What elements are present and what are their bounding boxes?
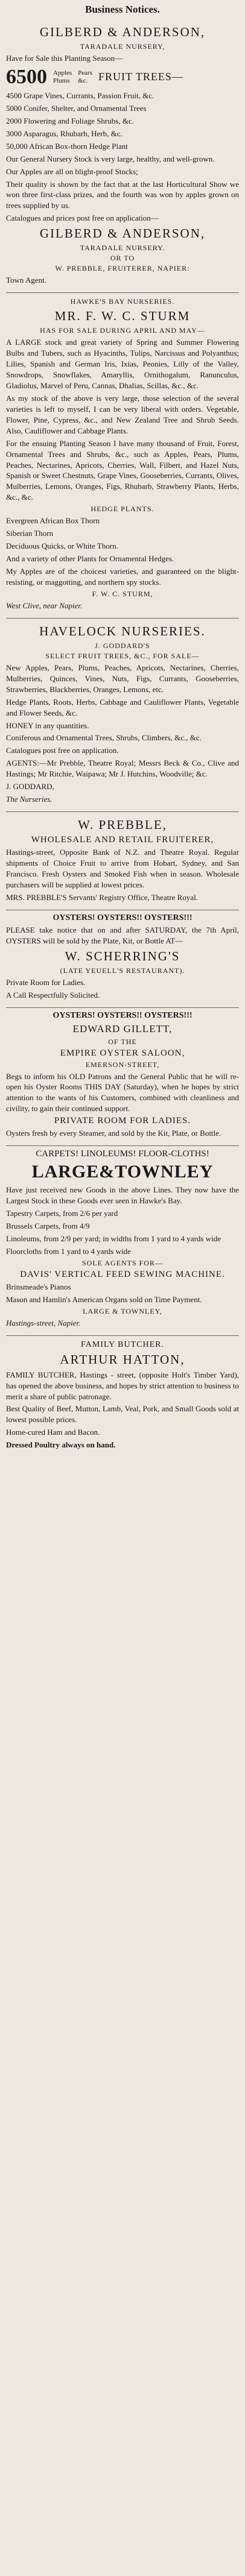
ad-signature: J. GODDARD, [6,782,54,792]
kind-pears: Pears [78,69,92,77]
ad-paragraph: Brinsmeade's Pianos [6,1282,71,1291]
ad-paragraph: Our Apples are all on blight-proof Stocks; [6,166,138,176]
ad-line: Have for Sale this Planting Season— [6,54,123,63]
ad-sub: PRIVATE ROOM FOR LADIES. [54,1116,191,1126]
stock-line: 3000 Asparagus, Rhubarb, Herb, &c. [6,128,122,138]
ad-paragraph: Best Quality of Beef, Mutton, Lamb, Veal, Pork, and Small Goods sold at lowest possible prices. [6,1404,239,1425]
ad-paragraph: Mason and Hamlin's American Organs sold on Time Payment. [6,1294,202,1304]
ad-sub: SOLE AGENTS FOR— [81,1258,163,1267]
ad-signature-place: The Nurseries. [6,795,52,804]
ad-banner: OYSTERS! OYSTERS!! OYSTERS!!! [52,1010,192,1020]
hedge-line: Deciduous Quicks, or White Thorn. [6,541,118,551]
stock-line: 2000 Flowering and Foliage Shrubs, &c. [6,116,134,125]
ad-paragraph: PLEASE take notice that on and after SATURDAY, the 7th April, OYSTERS will be sold by the Plate, Kit, or Bottle AT— [6,925,239,945]
ad-paragraph: A LARGE stock and great variety of Spring and Summer Flowering Bulbs and Tubers, such as Hyacinths, Tulips, Narcissus and Polyanthus; Lilies, Spanish and German Iris, Ixias, Peonies, Lilly of the Valley, Snowdrops, Snowflakes, Amaryllis, Ornithogalum, Ranunculus, Gladiolus, Marvel of Peru, Cannas, Dhalias, Scillas, &c., &c. [6,338,239,390]
ad-sub: OF THE [108,1037,137,1046]
ad-paragraph: As my stock of the above is very large, those selection of the several varieties is left to myself, I can be very liberal with orders. Vegetable, Flower, Pine, Cypress, &c., and New Zealand Tree and Shrub Seeds. Also, Cauliflower and Cabbage Plants. [6,393,239,435]
ad-paragraph: MRS. PREBBLE'S Servants' Registry Office, Theatre Royal. [6,892,198,902]
ad-paragraph: Hastings-street, Opposite Bank of N.Z. and Theatre Royal. Regular shipments of Choice Fruit to arrive from Hobart, Sydney, and San Francisco. Fresh Oysters and Smoked Fish when in season. Wholesale purchasers will be supplied at lowest prices. [6,848,239,889]
ad-paragraph: AGENTS:—Mr Prebble, Theatre Royal; Messrs Beck & Co., Clive and Hastings; Mr Ritchie, Waipawa; Mr J. Hutchins, Woodville; &c. [6,758,239,779]
ad-paragraph: My Apples are of the choicest varieties, and guaranteed on the blight-resisting, or maggotting, and northern spy stocks. [6,567,239,587]
ad-sub: EMPIRE OYSTER SALOON, [60,1048,185,1058]
ad-paragraph: For the ensuing Planting Season I have many thousand of Fruit, Forest, Ornamental Trees and Shrubs, &c., such as Apples, Pears, Plums, Peaches, Nectarines, Apricots, Cherries, Wall, Filbert, and Hazel Nuts, Spanish or Sweet Chestnuts, Grape Vines, Gooseberries, Currants, Olives, Mulberries, Lemons, Oranges, Figs, Rhubarb, Strawberry Plants, Herbs, &c., &c. [6,438,239,502]
ad-gilberd-anderson [6,19,239,293]
hedge-line: And a variety of other Plants for Ornamental Hedges. [6,554,174,564]
hedge-line: Evergreen African Box Thorn [6,516,100,526]
ad-heading: ARTHUR HATTON, [60,1352,185,1367]
ad-sub: (LATE YEUELL'S RESTAURANT). [60,966,185,975]
ad-heading: GILBERD & ANDERSON, [39,25,206,39]
ad-signature: LARGE & TOWNLEY, [83,1306,162,1315]
fruit-trees-row [6,66,239,89]
ad-signature-place: West Clive, near Napier. [6,600,83,610]
fruit-trees-label: FRUIT TREES— [98,71,183,83]
ad-heading: MR. F. W. C. STURM [54,309,191,324]
stock-line: 50,000 African Box-thorn Hedge Plant [6,141,128,151]
ad-heading: W. PREBBLE, [78,817,167,833]
ad-signature: GILBERD & ANDERSON, [39,226,206,241]
ad-paragraph: Have just received new Goods in the above Lines. They now have the Largest Stock in these Goods ever seen in Hawke's Bay. [6,1185,239,1206]
ad-banner: FAMILY BUTCHER. [80,1340,165,1349]
ad-heading: LARGE&TOWNLEY [31,1162,214,1182]
ad-sturm [6,293,239,619]
stock-line: 5000 Conifer, Shelter, and Ornamental Trees [6,103,147,113]
ad-sub: EMERSON-STREET, [85,1060,160,1069]
ad-paragraph: Their quality is shown by the fact that at the last Horticultural Show we won three first-class prizes, and the fourth was won by apples grown on trees supplied by us. [6,179,239,210]
price-line: Floorcloths from 1 yard to 4 yards wide [6,1246,131,1256]
ad-paragraph: Coniferous and Ornamental Trees, Shrubs, Climbers, &c., &c. [6,733,202,743]
ad-sub: DAVIS' VERTICAL FEED SEWING MACHINE. [20,1269,225,1279]
hedge-heading: HEDGE PLANTS. [91,505,154,514]
ad-subheading: TARADALE NURSERY, [80,42,165,51]
ad-paragraph: Oysters fresh by every Steamer, and sold by the Kit, Plate, or Bottle. [6,1129,221,1138]
fruit-kinds-2 [78,69,92,85]
ad-havelock [6,619,239,812]
page-title: Business Notices. [85,4,160,15]
kind-apples: Apples [53,69,72,77]
ad-paragraph: Catalogues post free on application. [6,746,119,755]
ad-heading: HAVELOCK NURSERIES. [39,623,206,638]
ad-scherring [6,910,239,1008]
ad-signature-place: TARADALE NURSERY. [80,244,165,253]
ad-sub: SELECT FRUIT TREES, &C., FOR SALE— [45,651,200,660]
ad-paragraph: Begs to inform his OLD Patrons and the General Public that he will re-open his Oyster Rooms THIS DAY (Saturday), when he hopes by strict attention to the wants of his Customers, combined with cleanliness and civility, to gain their continued support. [6,1071,239,1113]
ad-agent: W. PREBBLE, FRUITERER, NAPIER: [55,264,190,273]
kind-plums: Plums [53,77,70,84]
ad-name: J. GODDARD'S [95,641,150,650]
ad-banner: OYSTERS! OYSTERS!! OYSTERS!!! [52,913,192,922]
kind-etc: &c. [78,77,88,84]
ad-paragraph: A Call Respectfully Solicited. [6,990,100,1000]
ad-gillett [6,1008,239,1147]
ad-signature: F. W. C. STURM, [92,589,153,598]
hedge-line: Siberian Thorn [6,529,54,538]
ad-banner: CARPETS! LINOLEUMS! FLOOR-CLOTHS! [36,1149,209,1159]
ad-paragraph: New Apples, Pears, Plums, Peaches, Apricots, Nectarines, Cherries, Mulberries, Quinces, Vines, Nuts, Figs, Currants, Gooseberries, Strawberries, Blackberries, Oranges, Lemons, etc. [6,663,239,694]
tree-count: 6500 [6,65,47,88]
ad-paragraph: HONEY in any quantities. [6,720,89,730]
ad-paragraph: Catalogues and prices post free on application— [6,213,159,223]
ad-sub: WHOLESALE AND RETAIL FRUITERER, [31,835,214,845]
ad-agent-role: Town Agent. [6,276,46,285]
ad-paragraph: Our General Nursery Stock is very large, healthy, and well-grown. [6,154,215,163]
ad-signature-place: Hastings-street, Napier. [6,1318,81,1327]
price-line: Tapestry Carpets, from 2/6 per yard [6,1209,118,1218]
ad-paragraph: Hedge Plants, Roots, Herbs, Cabbage and Cauliflower Plants, Vegetable and Flower Seeds, &c. [6,697,239,717]
ad-paragraph: Dressed Poultry always on hand. [6,1440,116,1450]
ad-signature-or: OR TO [110,254,135,263]
ad-paragraph: Private Room for Ladies. [6,977,86,987]
ad-paragraph: FAMILY BUTCHER, Hastings - street, (opposite Holt's Timber Yard), has opened the above business, and hopes by strict attention to business to merit a share of public patronage. [6,1370,239,1401]
ad-subheading: HAWKE'S BAY NURSERIES. [70,297,175,306]
ad-heading: EDWARD GILLETT, [72,1022,173,1034]
fruit-kinds [53,69,72,85]
ad-paragraph: Home-cured Ham and Bacon. [6,1428,100,1437]
price-line: Brussels Carpets, from 4/9 [6,1221,90,1230]
price-line: Linoleums, from 2/9 per yard; in widths from 1 yard to 4 yards wide [6,1233,221,1243]
ad-prebble [6,812,239,910]
ad-hatton [6,1336,239,1458]
ad-heading: W. SCHERRING'S [65,948,180,963]
ad-sub: HAS FOR SALE DURING APRIL AND MAY— [40,326,205,335]
stock-line: 4500 Grape Vines, Currants, Passion Fruit, &c. [6,90,154,100]
ad-large-townley [6,1146,239,1335]
